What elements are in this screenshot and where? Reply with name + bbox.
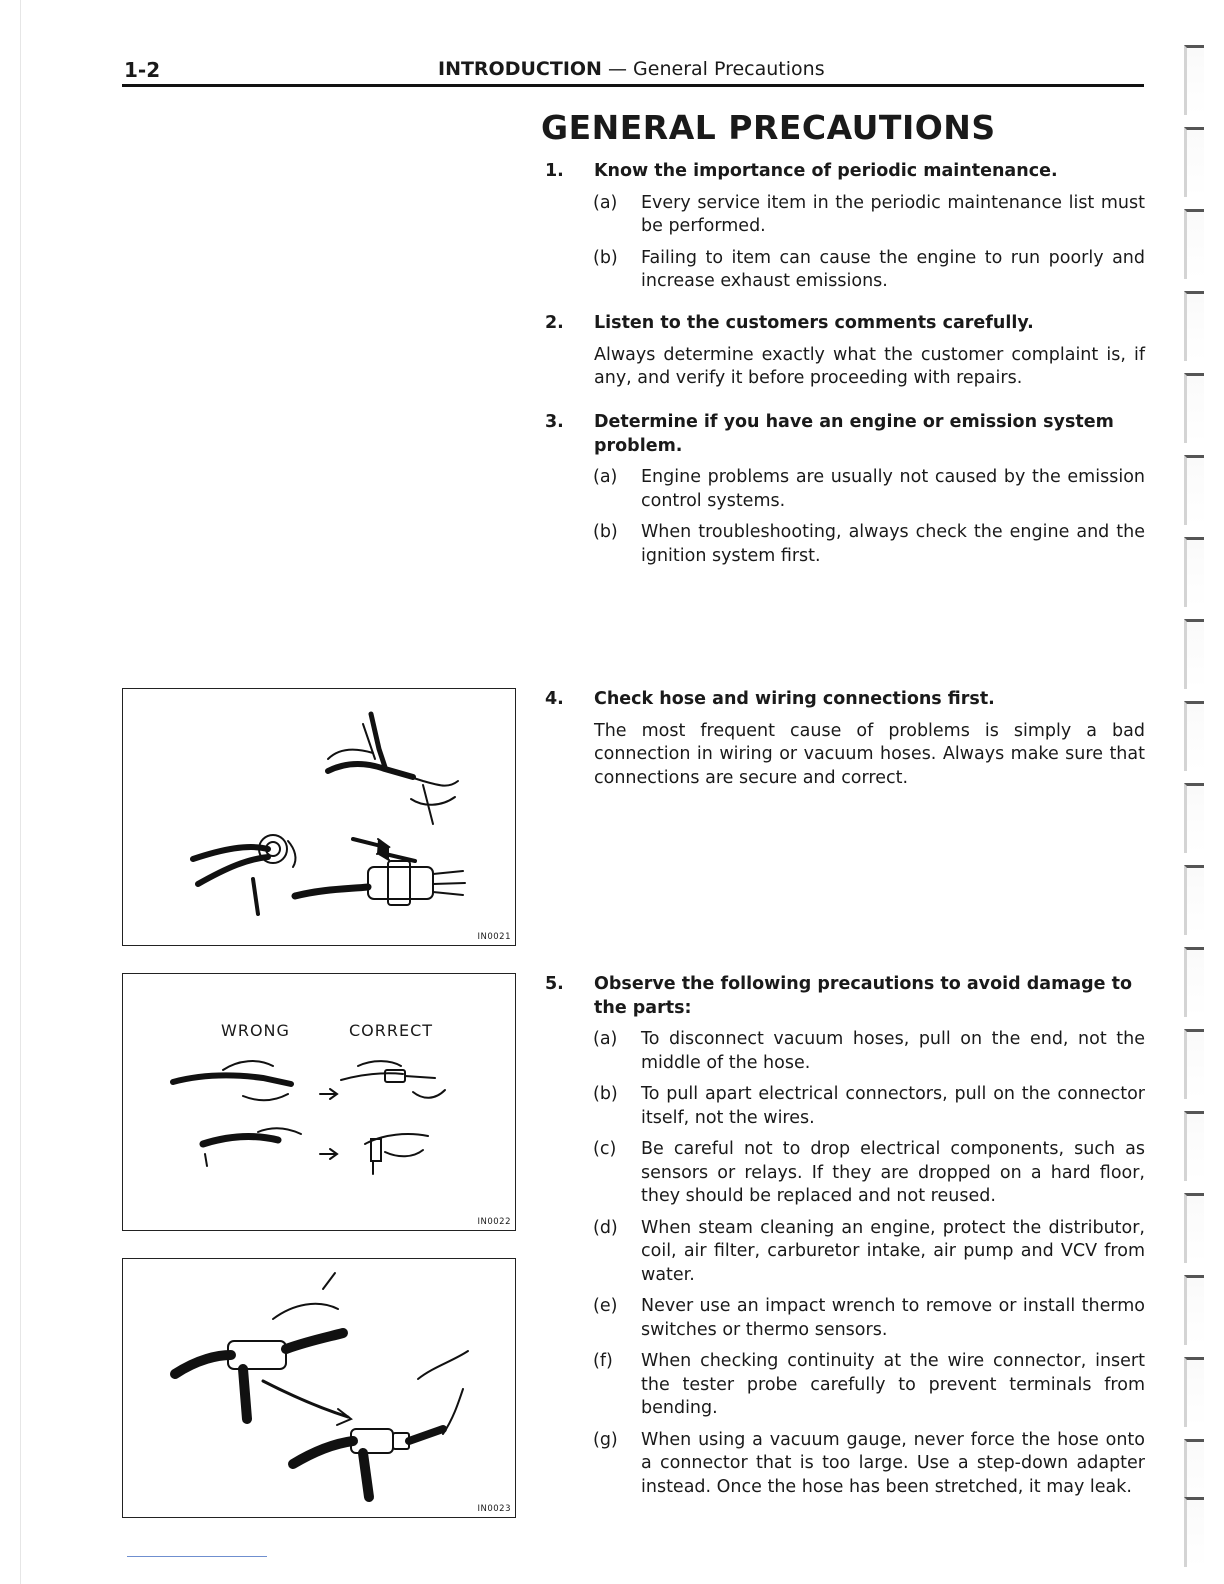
section-paragraph: Always determine exactly what the customer complaint is, if any, and verify it before proceeding with repairs. [594,344,1145,388]
index-tab [1184,865,1204,935]
index-tab [1184,1357,1204,1427]
index-tab [1184,783,1204,853]
section-heading [545,973,1145,1020]
index-tab [1184,537,1204,607]
vacuum-adapter-illustration [123,1259,517,1519]
section-number: 2. [545,313,564,333]
index-tab [1184,619,1204,689]
header-section: INTRODUCTION [438,58,602,80]
section-heading-text: Listen to the customers comments carefully. [594,313,1034,333]
section-paragraph: The most frequent cause of problems is simply a bad connection in wiring or vacuum hoses. Always make sure that connections are secure and correct. [594,720,1145,788]
list-item [545,1028,1145,1075]
page-title: GENERAL PRECAUTIONS [541,108,996,147]
header-subsection: General Precautions [633,58,825,80]
header-separator: — [601,58,634,80]
item-text: Never use an impact wrench to remove or install thermo switches or thermo sensors. [641,1296,1145,1340]
list-item [545,1217,1145,1288]
item-text: When steam cleaning an engine, protect the distributor, coil, air filter, carburetor intake, air pump and VCV from water. [641,1217,1145,1285]
item-text: Be careful not to drop electrical components, such as sensors or relays. If they are dropped on a hard floor, they should be replaced and not reused. [641,1139,1145,1206]
list-item [545,1138,1145,1209]
section-heading-text: Determine if you have an engine or emission system problem. [594,412,1114,456]
section-heading [545,411,1145,458]
item-label: (a) [593,467,618,487]
list-item [545,466,1145,513]
index-tab [1184,455,1204,525]
section-number: 3. [545,412,564,432]
item-label: (f) [593,1351,613,1371]
page-edge [20,0,21,1584]
label-wrong: WRONG [221,1021,290,1040]
list-item [545,1429,1145,1500]
item-label: (c) [593,1139,617,1159]
section-heading [545,160,1145,184]
index-tab [1184,1029,1204,1099]
label-correct: CORRECT [349,1021,434,1040]
section-5 [545,973,1145,1507]
section-heading [545,688,1145,712]
list-item [545,521,1145,568]
list-item [545,1295,1145,1342]
index-tab [1184,373,1204,443]
item-text: Engine problems are usually not caused by the emission control systems. [641,467,1145,511]
item-label: (b) [593,1084,618,1104]
section-1 [545,160,1145,302]
item-text: Failing to item can cause the engine to run poorly and increase exhaust emissions. [641,247,1145,291]
figure-hose-wiring [122,688,516,946]
section-number: 1. [545,161,564,181]
section-heading-text: Check hose and wiring connections first. [594,689,995,709]
item-label: (e) [593,1296,618,1316]
section-number: 5. [545,974,564,994]
item-label: (d) [593,1217,618,1238]
section-3 [545,411,1145,576]
item-text: When checking continuity at the wire connector, insert the tester probe carefully to prevent terminals from bending. [641,1351,1145,1418]
index-tabs [1180,45,1210,1575]
figure-code: IN0023 [477,1504,511,1514]
item-label: (g) [593,1429,618,1450]
list-item [545,1350,1145,1421]
footer-rule [127,1556,267,1557]
index-tab [1184,127,1204,197]
figure-wrong-correct [122,973,516,1231]
section-heading-text: Observe the following precautions to avoid damage to the parts: [594,974,1132,1018]
figure-vacuum-gauge [122,1258,516,1518]
page-number: 1-2 [124,58,161,82]
index-tab [1184,1497,1204,1567]
index-tab [1184,947,1204,1017]
item-text: When using a vacuum gauge, never force the hose onto a connector that is too large. Use a step-down adapter instead. Once the hose has been stretched, it may leak. [641,1429,1145,1497]
item-text: To disconnect vacuum hoses, pull on the end, not the middle of the hose. [641,1029,1145,1073]
list-item [545,247,1145,294]
wrong-correct-illustration [123,974,517,1232]
section-number: 4. [545,689,564,709]
index-tab [1184,45,1204,115]
figure-code: IN0021 [477,932,511,942]
section-heading-text: Know the importance of periodic maintenance. [594,161,1058,181]
item-label: (a) [593,1029,618,1049]
index-tab [1184,1275,1204,1345]
section-2 [545,312,1145,399]
index-tab [1184,1193,1204,1263]
item-label: (a) [593,192,618,213]
list-item [545,192,1145,239]
figure-code: IN0022 [477,1217,511,1227]
section-4 [545,688,1145,798]
index-tab [1184,1111,1204,1181]
item-text: When troubleshooting, always check the engine and the ignition system first. [641,522,1145,566]
hose-connection-illustration [123,689,517,947]
running-header [438,58,825,80]
index-tab [1184,291,1204,361]
list-item [545,1083,1145,1130]
header-rule [122,84,1144,87]
item-label: (b) [593,247,618,268]
index-tab [1184,701,1204,771]
section-heading [545,312,1145,336]
index-tab [1184,209,1204,279]
item-label: (b) [593,522,618,542]
item-text: Every service item in the periodic maintenance list must be performed. [641,192,1145,236]
item-text: To pull apart electrical connectors, pull on the connector itself, not the wires. [641,1084,1145,1128]
